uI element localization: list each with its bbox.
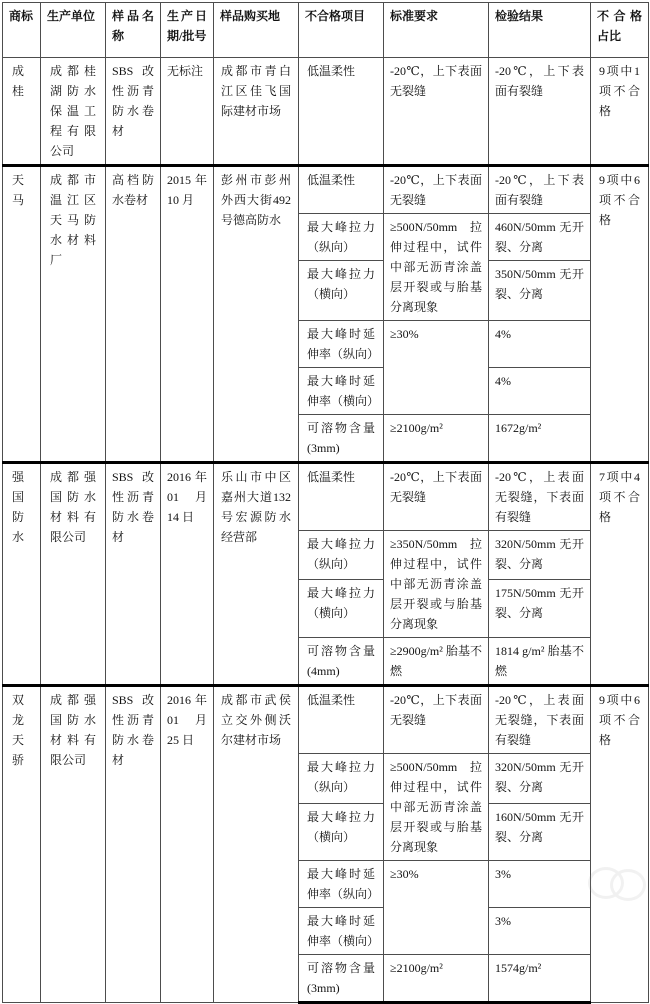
result-cell: 160N/50mm 无开裂、分离 — [489, 803, 591, 860]
column-header-fail-ratio: 不合格占比 — [591, 3, 649, 58]
result-cell: 1814 g/m² 胎基不燃 — [489, 638, 591, 686]
sample-name-cell: SBS 改性沥青防水卷材 — [106, 686, 161, 1003]
result-cell: 350N/50mm 无开裂、分离 — [489, 261, 591, 321]
result-cell: -20℃，上表面无裂缝，下表面有裂缝 — [489, 463, 591, 531]
production-date-cell: 无标注 — [161, 58, 214, 166]
standard-cell: ≥2100g/m² — [384, 415, 489, 463]
defect-item-cell: 最大峰拉力（纵向） — [299, 754, 384, 804]
result-cell: 320N/50mm 无开裂、分离 — [489, 531, 591, 580]
purchase-place-cell: 成都市青白江区佳飞国际建材市场 — [214, 58, 299, 166]
defect-item-cell: 最大峰时延伸率（横向） — [299, 908, 384, 955]
column-header-producer: 生产单位 — [41, 3, 106, 58]
defect-item-cell: 最大峰拉力（横向） — [299, 261, 384, 321]
result-cell: -20℃，上表面无裂缝，下表面有裂缝 — [489, 686, 591, 754]
table-row — [3, 463, 649, 531]
standard-cell: ≥500N/50mm 拉伸过程中，试件中部无沥青涂盖层开裂或与胎基分离现象 — [384, 754, 489, 861]
result-cell: 4% — [489, 321, 591, 368]
standard-cell: ≥30% — [384, 321, 489, 415]
inspection-table — [2, 2, 649, 1004]
fail-ratio-cell: 9项中1项不合格 — [591, 58, 649, 166]
result-cell: 1672g/m² — [489, 415, 591, 463]
producer-cell: 成都市温江区天马防水材料厂 — [41, 166, 106, 463]
sample-name-cell: 高档防水卷材 — [106, 166, 161, 463]
inspection-report-page — [0, 2, 650, 995]
defect-item-cell: 低温柔性 — [299, 166, 384, 214]
defect-item-cell: 最大峰拉力（横向） — [299, 803, 384, 860]
defect-item-cell: 最大峰拉力（横向） — [299, 579, 384, 637]
defect-item-cell: 低温柔性 — [299, 686, 384, 754]
defect-item-cell: 低温柔性 — [299, 463, 384, 531]
result-cell: 3% — [489, 861, 591, 908]
standard-cell: ≥2900g/m² 胎基不燃 — [384, 638, 489, 686]
sample-name-cell: SBS 改性沥青防水卷材 — [106, 58, 161, 166]
column-header-defect-item: 不合格项目 — [299, 3, 384, 58]
production-date-cell: 2016 年 01 月 14 日 — [161, 463, 214, 686]
purchase-place-cell: 乐山市中区嘉州大道132号宏源防水经营部 — [214, 463, 299, 686]
result-cell: 3% — [489, 908, 591, 955]
standard-cell: -20℃，上下表面无裂缝 — [384, 58, 489, 166]
table-row — [3, 58, 649, 166]
standard-cell: ≥30% — [384, 861, 489, 955]
standard-cell: -20℃，上下表面无裂缝 — [384, 686, 489, 754]
defect-item-cell: 最大峰拉力（纵向） — [299, 531, 384, 580]
defect-item-cell: 最大峰时延伸率（纵向） — [299, 861, 384, 908]
standard-cell: ≥350N/50mm 拉伸过程中，试件中部无沥青涂盖层开裂或与胎基分离现象 — [384, 531, 489, 638]
result-cell: 1574g/m² — [489, 955, 591, 1003]
result-cell: 460N/50mm 无开裂、分离 — [489, 214, 591, 261]
standard-cell: -20℃，上下表面无裂缝 — [384, 166, 489, 214]
defect-item-cell: 最大峰时延伸率（横向） — [299, 368, 384, 415]
column-header-result: 检验结果 — [489, 3, 591, 58]
producer-cell: 成都强国防水材料有限公司 — [41, 686, 106, 1003]
fail-ratio-cell: 9项中6项不合格 — [591, 686, 649, 1003]
column-header-sample-name: 样品名称 — [106, 3, 161, 58]
purchase-place-cell: 成都市武侯立交外侧沃尔建材市场 — [214, 686, 299, 1003]
production-date-cell: 2015 年 10 月 — [161, 166, 214, 463]
production-date-cell: 2016 年 01 月 25 日 — [161, 686, 214, 1003]
producer-cell: 成都桂湖防水保温工程有限公司 — [41, 58, 106, 166]
purchase-place-cell: 彭州市彭州外西大街492号德高防水 — [214, 166, 299, 463]
column-header-standard: 标准要求 — [384, 3, 489, 58]
result-cell: 4% — [489, 368, 591, 415]
fail-ratio-cell: 7项中4项不合格 — [591, 463, 649, 686]
defect-item-cell: 可溶物含量(3mm) — [299, 955, 384, 1003]
brand-cell: 天马 — [3, 166, 41, 463]
column-header-purchase-place: 样品购买地 — [214, 3, 299, 58]
result-cell: -20℃，上下表面有裂缝 — [489, 58, 591, 166]
brand-cell: 强国防水 — [3, 463, 41, 686]
standard-cell: ≥2100g/m² — [384, 955, 489, 1003]
column-header-production-date: 生产日期/批号 — [161, 3, 214, 58]
fail-ratio-cell: 9项中6项不合格 — [591, 166, 649, 463]
brand-cell: 双龙天骄 — [3, 686, 41, 1003]
producer-cell: 成都强国防水材料有限公司 — [41, 463, 106, 686]
standard-cell: -20℃，上下表面无裂缝 — [384, 463, 489, 531]
defect-item-cell: 最大峰拉力（纵向） — [299, 214, 384, 261]
sample-name-cell: SBS 改性沥青防水卷材 — [106, 463, 161, 686]
column-header-brand: 商标 — [3, 3, 41, 58]
standard-cell: ≥500N/50mm 拉伸过程中，试件中部无沥青涂盖层开裂或与胎基分离现象 — [384, 214, 489, 321]
result-cell: 175N/50mm 无开裂、分离 — [489, 579, 591, 637]
header-row — [3, 3, 649, 58]
result-cell: 320N/50mm 无开裂、分离 — [489, 754, 591, 804]
brand-cell: 成桂 — [3, 58, 41, 166]
result-cell: -20℃，上下表面有裂缝 — [489, 166, 591, 214]
table-row — [3, 686, 649, 754]
defect-item-cell: 低温柔性 — [299, 58, 384, 166]
defect-item-cell: 可溶物含量(4mm) — [299, 638, 384, 686]
defect-item-cell: 可溶物含量(3mm) — [299, 415, 384, 463]
table-row — [3, 166, 649, 214]
defect-item-cell: 最大峰时延伸率（纵向） — [299, 321, 384, 368]
